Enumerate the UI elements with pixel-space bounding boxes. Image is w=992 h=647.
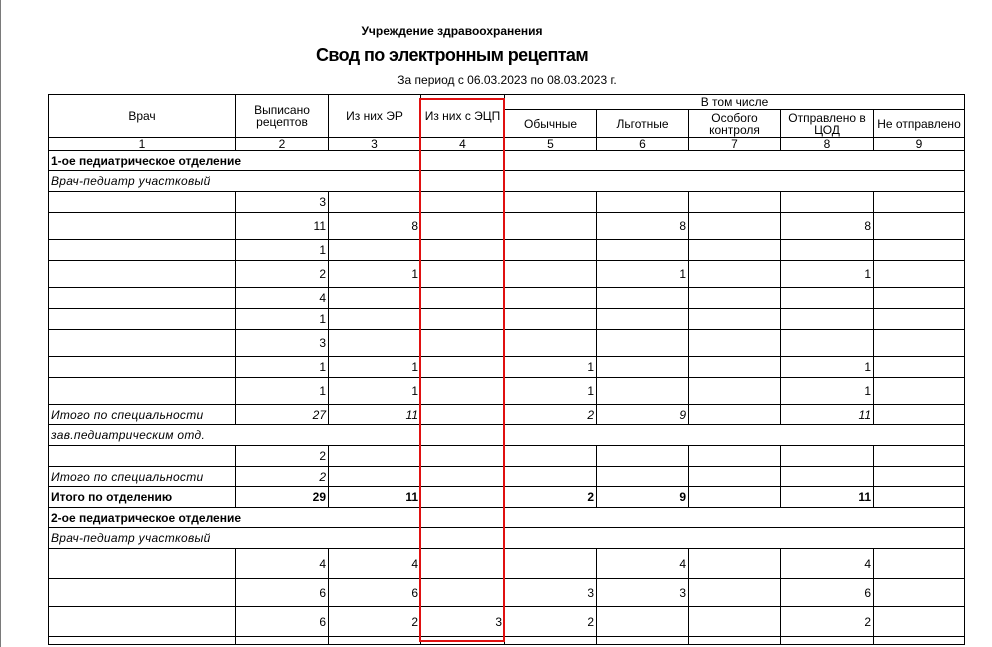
value-cell [421, 487, 505, 508]
value-cell: 2 [236, 446, 329, 467]
table-row [49, 261, 965, 288]
column-number: 5 [505, 138, 597, 151]
organization-name: Учреждение здравоохранения [361, 24, 543, 38]
value-cell: 1 [505, 357, 597, 378]
doctor-cell [49, 261, 236, 288]
value-cell [874, 549, 965, 579]
value-cell [505, 288, 597, 309]
value-cell: 1 [781, 378, 874, 405]
value-cell [874, 240, 965, 261]
value-cell [689, 213, 781, 240]
value-cell [689, 261, 781, 288]
value-cell: 4 [781, 549, 874, 579]
header-including: В том числе [505, 95, 965, 110]
subtotal-row [49, 405, 965, 425]
value-cell: 11 [329, 405, 421, 425]
doctor-cell [49, 288, 236, 309]
value-cell [597, 446, 689, 467]
table-row [49, 607, 965, 637]
header-doctor: Врач [49, 95, 236, 138]
value-cell: 2 [505, 607, 597, 637]
value-cell: 2 [781, 607, 874, 637]
value-cell [329, 637, 421, 645]
prescriptions-summary-table [48, 94, 965, 645]
doctor-cell: Итого по специальности [49, 467, 236, 487]
value-cell [505, 261, 597, 288]
value-cell [421, 357, 505, 378]
value-cell [874, 579, 965, 607]
value-cell [874, 446, 965, 467]
value-cell [689, 378, 781, 405]
value-cell [505, 213, 597, 240]
value-cell: 1 [236, 240, 329, 261]
value-cell: 29 [236, 487, 329, 508]
doctor-cell [49, 579, 236, 607]
table-row [49, 579, 965, 607]
value-cell [421, 378, 505, 405]
column-number: 8 [781, 138, 874, 151]
value-cell [421, 330, 505, 357]
specialty-label: Врач-педиатр участковый [49, 528, 965, 549]
value-cell [329, 192, 421, 213]
doctor-cell [49, 378, 236, 405]
column-number: 9 [874, 138, 965, 151]
doctor-cell [49, 213, 236, 240]
value-cell [505, 637, 597, 645]
value-cell [874, 487, 965, 508]
value-cell [597, 607, 689, 637]
value-cell [874, 378, 965, 405]
value-cell: 1 [597, 261, 689, 288]
table-row [49, 446, 965, 467]
specialty-label: зав.педиатрическим отд. [49, 425, 965, 446]
value-cell [781, 240, 874, 261]
header-special-control: Особого контроля [689, 110, 781, 138]
specialty-row [49, 171, 965, 192]
value-cell: 2 [505, 487, 597, 508]
value-cell [689, 637, 781, 645]
value-cell [597, 637, 689, 645]
value-cell [421, 288, 505, 309]
doctor-cell [49, 357, 236, 378]
column-number-row [49, 138, 965, 151]
value-cell: 1 [781, 357, 874, 378]
doctor-cell: Итого по отделению [49, 487, 236, 508]
table-body [49, 151, 965, 645]
value-cell: 1 [329, 378, 421, 405]
value-cell [421, 213, 505, 240]
value-cell [781, 330, 874, 357]
value-cell [597, 330, 689, 357]
value-cell [505, 467, 597, 487]
value-cell [597, 309, 689, 330]
doctor-cell [49, 607, 236, 637]
column-number: 4 [421, 138, 505, 151]
value-cell [874, 192, 965, 213]
value-cell [421, 192, 505, 213]
value-cell: 6 [236, 579, 329, 607]
table-row [49, 330, 965, 357]
column-number: 1 [49, 138, 236, 151]
value-cell [597, 378, 689, 405]
value-cell: 2 [236, 261, 329, 288]
value-cell: 2 [236, 467, 329, 487]
column-number: 3 [329, 138, 421, 151]
value-cell [421, 446, 505, 467]
value-cell: 8 [781, 213, 874, 240]
value-cell: 2 [329, 607, 421, 637]
table-row [49, 192, 965, 213]
column-number: 7 [689, 138, 781, 151]
specialty-row [49, 425, 965, 446]
value-cell [874, 405, 965, 425]
department-label: 2-ое педиатрическое отделение [49, 508, 965, 528]
value-cell: 11 [236, 213, 329, 240]
value-cell: 4 [236, 288, 329, 309]
doctor-cell [49, 637, 236, 645]
report-period: За период с 06.03.2023 по 08.03.2023 г. [397, 73, 617, 87]
value-cell [874, 309, 965, 330]
column-number: 2 [236, 138, 329, 151]
value-cell: 27 [236, 405, 329, 425]
doctor-cell: Итого по специальности [49, 405, 236, 425]
doctor-cell [49, 549, 236, 579]
department-row [49, 508, 965, 528]
subtotal-row [49, 467, 965, 487]
value-cell: 6 [329, 579, 421, 607]
header-preferential: Льготные [597, 110, 689, 138]
value-cell: 3 [236, 330, 329, 357]
value-cell: 1 [505, 378, 597, 405]
value-cell [505, 309, 597, 330]
table-row [49, 309, 965, 330]
page-left-edge [0, 0, 1, 647]
doctor-cell [49, 309, 236, 330]
value-cell [689, 467, 781, 487]
value-cell: 3 [236, 192, 329, 213]
header-er: Из них ЭР [329, 95, 421, 138]
value-cell [329, 467, 421, 487]
value-cell [421, 309, 505, 330]
table-row [49, 378, 965, 405]
value-cell [421, 405, 505, 425]
value-cell [329, 288, 421, 309]
value-cell [421, 579, 505, 607]
header-issued: Выписано рецептов [236, 95, 329, 138]
value-cell [874, 213, 965, 240]
value-cell: 8 [597, 213, 689, 240]
total-row [49, 487, 965, 508]
value-cell: 11 [329, 487, 421, 508]
value-cell [505, 240, 597, 261]
value-cell: 9 [597, 405, 689, 425]
specialty-row [49, 528, 965, 549]
value-cell [597, 467, 689, 487]
value-cell [781, 309, 874, 330]
value-cell [874, 330, 965, 357]
value-cell: 4 [236, 549, 329, 579]
value-cell [689, 446, 781, 467]
value-cell [781, 288, 874, 309]
value-cell: 8 [329, 213, 421, 240]
value-cell: 3 [505, 579, 597, 607]
value-cell [689, 309, 781, 330]
value-cell [689, 487, 781, 508]
value-cell [597, 240, 689, 261]
value-cell [505, 446, 597, 467]
value-cell [329, 240, 421, 261]
value-cell [421, 637, 505, 645]
value-cell [874, 261, 965, 288]
value-cell: 11 [781, 405, 874, 425]
header-sent: Отправлено в ЦОД [781, 110, 874, 138]
value-cell [505, 192, 597, 213]
table-row [49, 213, 965, 240]
value-cell [421, 549, 505, 579]
value-cell [236, 637, 329, 645]
value-cell: 1 [236, 309, 329, 330]
value-cell: 1 [329, 261, 421, 288]
value-cell [689, 288, 781, 309]
doctor-cell [49, 192, 236, 213]
value-cell [421, 261, 505, 288]
value-cell: 1 [781, 261, 874, 288]
value-cell [781, 446, 874, 467]
value-cell [597, 288, 689, 309]
value-cell [689, 240, 781, 261]
department-label: 1-ое педиатрическое отделение [49, 151, 965, 171]
value-cell [329, 330, 421, 357]
value-cell: 2 [505, 405, 597, 425]
header-not-sent: Не отправлено [874, 110, 965, 138]
value-cell: 11 [781, 487, 874, 508]
value-cell [597, 192, 689, 213]
value-cell [421, 240, 505, 261]
value-cell: 6 [236, 607, 329, 637]
table-row [49, 549, 965, 579]
value-cell [874, 357, 965, 378]
value-cell: 1 [236, 357, 329, 378]
value-cell [505, 549, 597, 579]
value-cell [329, 309, 421, 330]
header-ecp: Из них с ЭЦП [421, 95, 505, 138]
doctor-cell [49, 330, 236, 357]
table-row [49, 240, 965, 261]
value-cell: 4 [329, 549, 421, 579]
value-cell: 9 [597, 487, 689, 508]
value-cell [689, 549, 781, 579]
value-cell [781, 637, 874, 645]
value-cell [689, 579, 781, 607]
value-cell [689, 405, 781, 425]
value-cell: 3 [597, 579, 689, 607]
value-cell [597, 357, 689, 378]
value-cell [689, 330, 781, 357]
specialty-label: Врач-педиатр участковый [49, 171, 965, 192]
value-cell [689, 607, 781, 637]
value-cell [689, 357, 781, 378]
value-cell [874, 288, 965, 309]
value-cell [874, 637, 965, 645]
report-title: Свод по электронным рецептам [315, 45, 589, 65]
doctor-cell [49, 240, 236, 261]
value-cell [505, 330, 597, 357]
value-cell: 1 [329, 357, 421, 378]
column-number: 6 [597, 138, 689, 151]
table-row [49, 288, 965, 309]
table-row [49, 637, 965, 645]
value-cell: 1 [236, 378, 329, 405]
value-cell [874, 467, 965, 487]
value-cell: 4 [597, 549, 689, 579]
table-row [49, 357, 965, 378]
value-cell [874, 607, 965, 637]
value-cell [329, 446, 421, 467]
value-cell [689, 192, 781, 213]
value-cell [781, 467, 874, 487]
value-cell [781, 192, 874, 213]
doctor-cell [49, 446, 236, 467]
value-cell [421, 467, 505, 487]
department-row [49, 151, 965, 171]
header-regular: Обычные [505, 110, 597, 138]
value-cell: 6 [781, 579, 874, 607]
value-cell: 3 [421, 607, 505, 637]
